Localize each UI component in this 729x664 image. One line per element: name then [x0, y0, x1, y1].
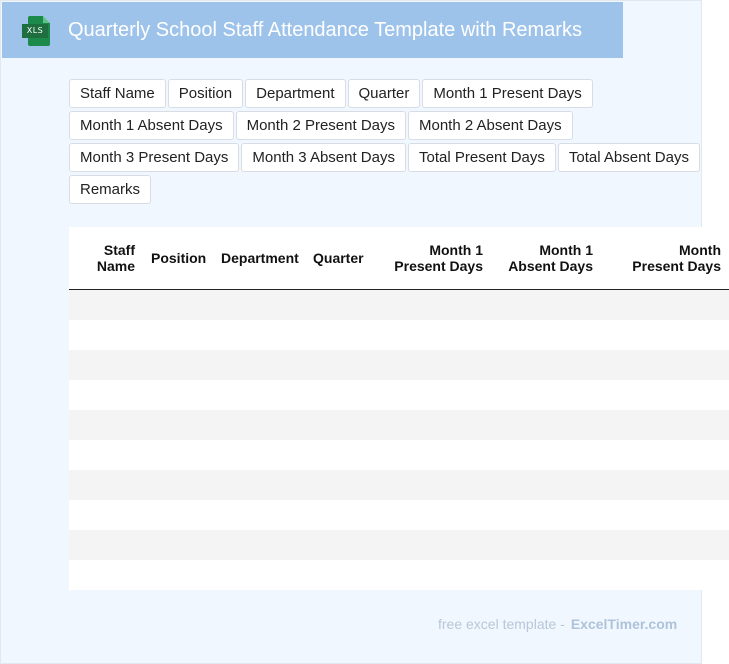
column-header[interactable] — [305, 227, 381, 289]
table-cell[interactable] — [381, 350, 491, 380]
table-cell[interactable] — [213, 500, 305, 530]
footer-brand-link[interactable]: ExcelTimer.com — [570, 616, 678, 632]
table-cell[interactable] — [601, 410, 729, 440]
field-chip[interactable]: Month 1 Absent Days — [69, 111, 234, 140]
field-chip[interactable]: Month 2 Absent Days — [408, 111, 573, 140]
table-cell[interactable] — [491, 350, 601, 380]
table-cell[interactable] — [305, 320, 381, 350]
column-header[interactable] — [381, 227, 491, 289]
column-header-line: Staff — [103, 241, 135, 258]
table-cell[interactable] — [305, 470, 381, 500]
table-cell[interactable] — [601, 289, 729, 320]
column-header-line: Department — [221, 249, 299, 266]
table-cell[interactable] — [143, 500, 213, 530]
table-row — [69, 289, 729, 320]
xls-file-icon — [22, 16, 52, 46]
table-cell[interactable] — [213, 440, 305, 470]
column-header[interactable] — [69, 227, 143, 289]
table-cell[interactable] — [381, 500, 491, 530]
table-cell[interactable] — [143, 380, 213, 410]
table-cell[interactable] — [143, 350, 213, 380]
table-row — [69, 500, 729, 530]
table-cell[interactable] — [381, 410, 491, 440]
column-header-line: Quarter — [313, 249, 364, 266]
column-header-line: Month 1 — [429, 241, 483, 258]
column-header-line: Month 1 — [539, 241, 593, 258]
table-cell[interactable] — [213, 560, 305, 590]
column-header-line: Month — [679, 241, 721, 258]
table-cell[interactable] — [491, 380, 601, 410]
field-chip[interactable]: Position — [168, 79, 243, 108]
footer — [438, 614, 677, 634]
field-chip[interactable]: Month 3 Present Days — [69, 143, 239, 172]
table-cell[interactable] — [305, 380, 381, 410]
table-cell[interactable] — [491, 289, 601, 320]
table-cell[interactable] — [381, 530, 491, 560]
table-cell[interactable] — [213, 410, 305, 440]
table-cell[interactable] — [213, 350, 305, 380]
table-cell[interactable] — [381, 320, 491, 350]
table-cell[interactable] — [601, 440, 729, 470]
table-cell[interactable] — [305, 350, 381, 380]
table-row — [69, 440, 729, 470]
table-cell[interactable] — [601, 320, 729, 350]
column-header[interactable] — [143, 227, 213, 289]
table-cell[interactable] — [381, 470, 491, 500]
table-cell[interactable] — [491, 320, 601, 350]
table-body — [69, 289, 729, 590]
table-cell[interactable] — [69, 380, 143, 410]
table-cell[interactable] — [305, 410, 381, 440]
column-header[interactable] — [491, 227, 601, 289]
table-cell[interactable] — [491, 440, 601, 470]
table-cell[interactable] — [213, 320, 305, 350]
table-cell[interactable] — [381, 560, 491, 590]
table-cell[interactable] — [305, 289, 381, 320]
table-row — [69, 470, 729, 500]
table-cell[interactable] — [601, 470, 729, 500]
table-row — [69, 560, 729, 590]
field-chip[interactable]: Total Absent Days — [558, 143, 700, 172]
table-cell[interactable] — [305, 530, 381, 560]
field-chip-row — [69, 79, 701, 111]
table-cell[interactable] — [305, 500, 381, 530]
table-cell[interactable] — [305, 440, 381, 470]
table-cell[interactable] — [491, 560, 601, 590]
table-cell[interactable] — [491, 470, 601, 500]
field-chip[interactable]: Month 3 Absent Days — [241, 143, 406, 172]
field-chip[interactable]: Staff Name — [69, 79, 166, 108]
field-chip-row — [69, 111, 701, 143]
attendance-table — [69, 227, 729, 590]
table-cell[interactable] — [143, 560, 213, 590]
table-cell[interactable] — [69, 470, 143, 500]
field-chip[interactable]: Total Present Days — [408, 143, 556, 172]
table-cell[interactable] — [143, 410, 213, 440]
field-chip[interactable]: Department — [245, 79, 345, 108]
field-chip-list — [69, 79, 701, 207]
field-chip[interactable]: Remarks — [69, 175, 151, 204]
column-header-line: Present Days — [632, 257, 721, 274]
table-cell[interactable] — [601, 380, 729, 410]
field-chip-row — [69, 175, 701, 207]
table-row — [69, 380, 729, 410]
table-cell[interactable] — [491, 410, 601, 440]
table-row — [69, 410, 729, 440]
table-cell[interactable] — [381, 440, 491, 470]
table-cell[interactable] — [305, 560, 381, 590]
table-cell[interactable] — [143, 320, 213, 350]
column-header-line: Name — [96, 257, 135, 274]
table-row — [69, 320, 729, 350]
table-cell[interactable] — [143, 470, 213, 500]
table-cell[interactable] — [381, 289, 491, 320]
table-cell[interactable] — [601, 530, 729, 560]
table-cell[interactable] — [69, 560, 143, 590]
table-cell[interactable] — [491, 530, 601, 560]
table-cell[interactable] — [143, 289, 213, 320]
table-cell[interactable] — [213, 380, 305, 410]
table-cell[interactable] — [601, 350, 729, 380]
table-cell[interactable] — [213, 289, 305, 320]
page-title: Quarterly School Staff Attendance Template with Remarks — [68, 19, 582, 41]
table-cell[interactable] — [69, 320, 143, 350]
table-header-row — [69, 227, 729, 289]
column-header-line: Absent Days — [508, 257, 593, 274]
table-row — [69, 530, 729, 560]
table-cell[interactable] — [69, 350, 143, 380]
table-cell[interactable] — [213, 470, 305, 500]
table-cell[interactable] — [601, 560, 729, 590]
table-cell[interactable] — [491, 500, 601, 530]
table-cell[interactable] — [381, 380, 491, 410]
xls-icon-label: XLS — [22, 24, 48, 38]
title-banner — [2, 2, 623, 58]
column-header-line: Present Days — [394, 257, 483, 274]
attendance-table-wrapper[interactable] — [69, 227, 721, 590]
table-cell[interactable] — [69, 500, 143, 530]
column-header-line: Position — [151, 249, 207, 266]
table-row — [69, 350, 729, 380]
table-cell[interactable] — [69, 289, 143, 320]
table-cell[interactable] — [143, 530, 213, 560]
table-cell[interactable] — [143, 440, 213, 470]
column-header[interactable] — [213, 227, 305, 289]
table-cell[interactable] — [69, 410, 143, 440]
table-cell[interactable] — [213, 530, 305, 560]
field-chip[interactable]: Month 2 Present Days — [236, 111, 406, 140]
footer-text: free excel template - — [438, 616, 565, 632]
column-header[interactable] — [601, 227, 729, 289]
field-chip[interactable]: Quarter — [348, 79, 421, 108]
field-chip[interactable]: Month 1 Present Days — [422, 79, 592, 108]
field-chip-row — [69, 143, 701, 175]
table-cell[interactable] — [69, 530, 143, 560]
table-cell[interactable] — [601, 500, 729, 530]
table-cell[interactable] — [69, 440, 143, 470]
